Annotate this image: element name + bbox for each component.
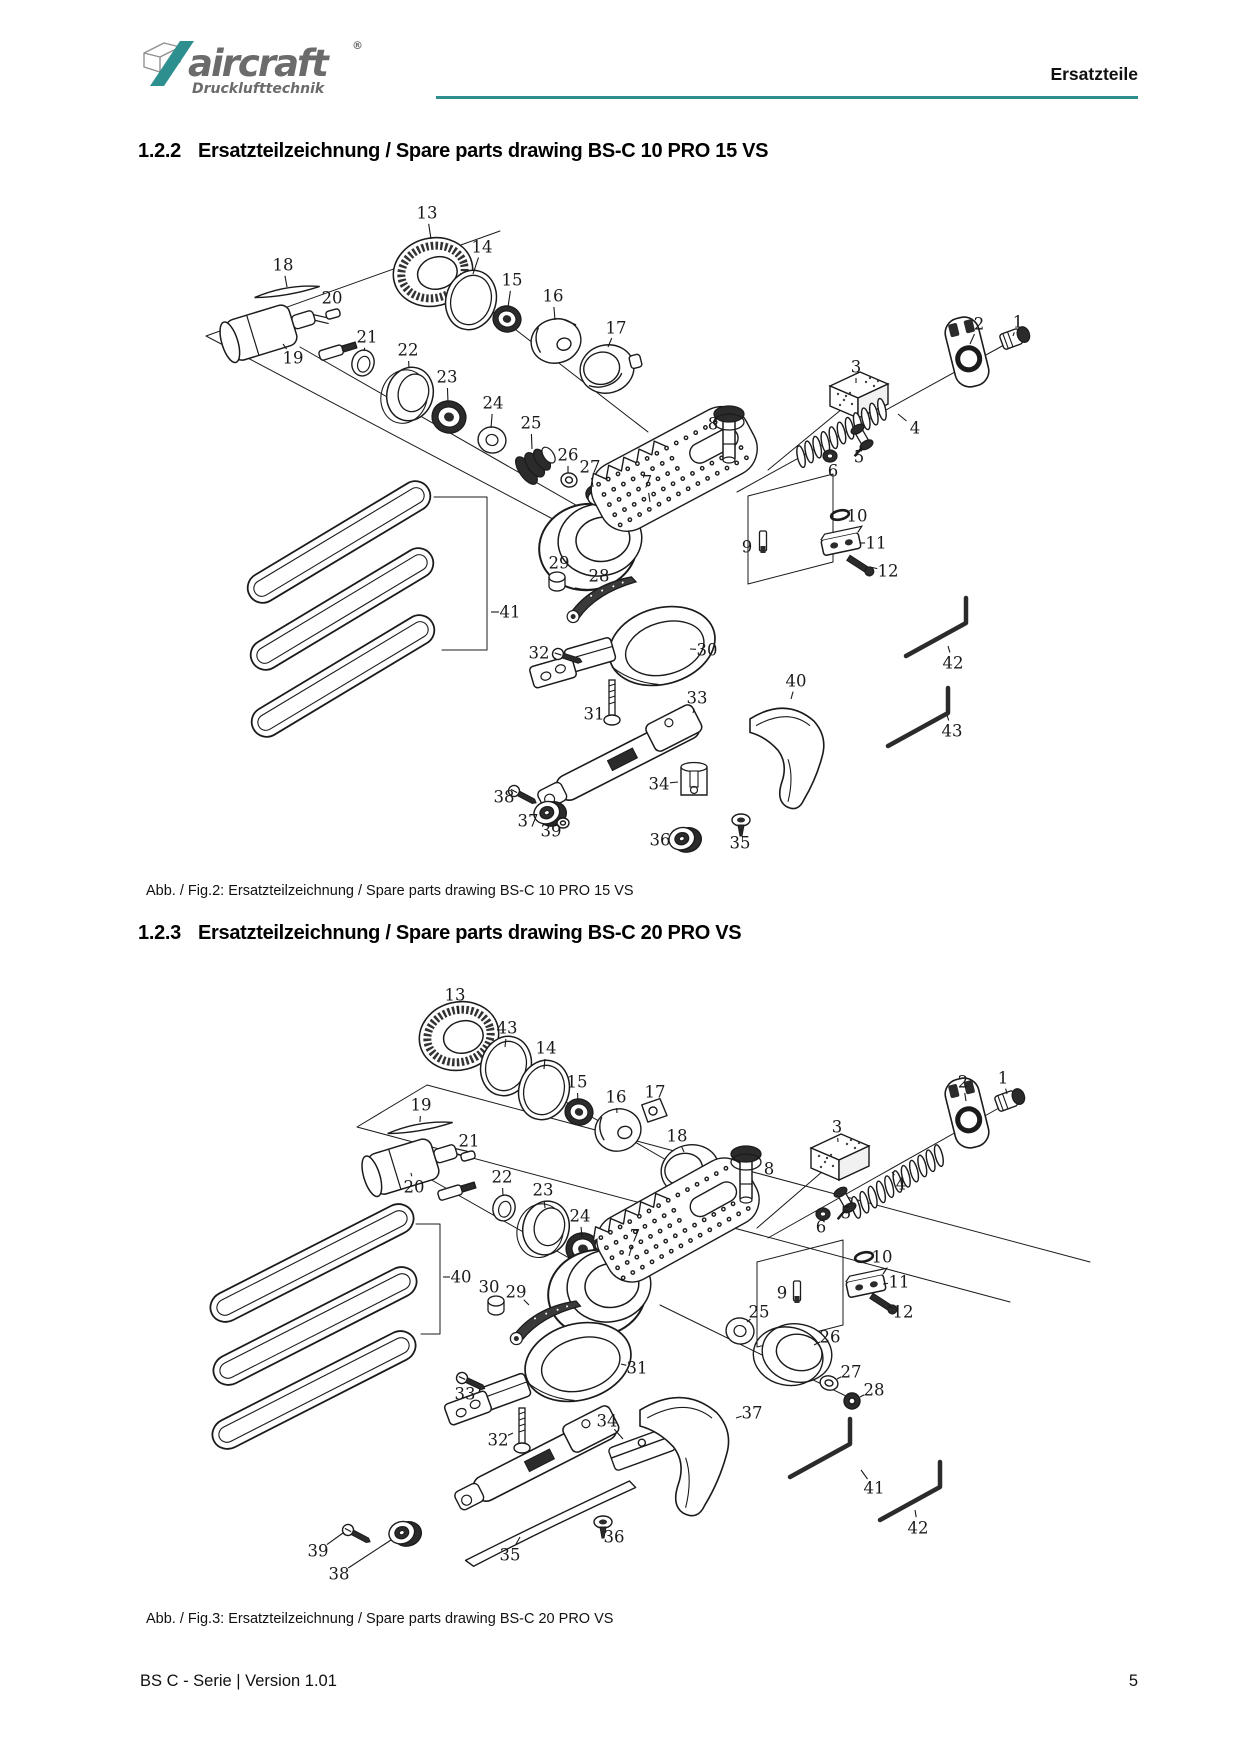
part-number-33: 33 [686,688,708,708]
part-number-19: 19 [410,1095,432,1115]
section-title: Ersatzteilzeichnung / Spare parts drawing BS-C 20 PRO VS [197,922,742,944]
part-number-3: 3 [850,357,862,377]
part-number-35: 35 [499,1545,521,1565]
part-number-13: 13 [416,203,438,223]
part-number-35: 35 [729,833,751,853]
part-number-15: 15 [566,1072,588,1092]
part-number-5: 5 [853,447,865,467]
part-number-17: 17 [605,318,627,338]
part-number-7: 7 [641,472,653,492]
part-number-20: 20 [403,1177,425,1197]
part-number-21: 21 [356,327,378,347]
part-number-17: 17 [644,1082,666,1102]
part-number-15: 15 [501,270,523,290]
part-number-43: 43 [941,721,963,741]
part-number-23: 23 [532,1180,554,1200]
part-leader-39 [327,1533,343,1545]
part-number-7: 7 [629,1226,641,1246]
part-number-2: 2 [957,1072,969,1092]
page-topic: Ersatzteile [1050,64,1138,84]
part-leader-24 [491,414,492,428]
part-number-27: 27 [840,1362,862,1382]
part-number-12: 12 [892,1302,914,1322]
figure-3-caption: Abb. / Fig.3: Ersatzteilzeichnung / Spare parts drawing BS-C 20 PRO VS [146,1611,614,1627]
part-number-4: 4 [909,418,921,438]
part-number-1: 1 [1012,312,1024,332]
part-number-8: 8 [707,414,719,434]
part-number-22: 22 [491,1167,513,1187]
part-number-8: 8 [763,1159,775,1179]
part-number-1: 1 [997,1068,1009,1088]
part-number-31: 31 [583,704,605,724]
part-leader-42 [915,1510,916,1517]
part-number-25: 25 [520,413,542,433]
part-number-40: 40 [450,1267,472,1287]
part-leader-32 [508,1433,513,1435]
part-number-18: 18 [272,255,294,275]
part-leader-38 [348,1540,391,1568]
part-leader-15 [508,291,510,307]
part-leader-16 [554,307,555,320]
part-leader-18 [285,276,287,287]
part-leader-20 [411,1173,412,1176]
footer-document-version: BS C - Serie | Version 1.01 [140,1672,337,1690]
part-number-21: 21 [458,1131,480,1151]
part-number-42: 42 [907,1518,929,1538]
part-number-16: 16 [542,286,564,306]
part-number-33: 33 [454,1384,476,1404]
part-number-9: 9 [741,537,753,557]
part-number-39: 39 [540,821,562,841]
part-number-32: 32 [487,1430,509,1450]
part-number-43: 43 [496,1018,518,1038]
section-number: 1.2.3 [138,922,181,944]
part-number-34: 34 [648,774,670,794]
part-number-30: 30 [696,640,718,660]
part-number-39: 39 [307,1541,329,1561]
part-number-16: 16 [605,1087,627,1107]
part-number-18: 18 [666,1126,688,1146]
part-number-36: 36 [649,830,671,850]
part-number-24: 24 [569,1206,591,1226]
part-leader-23 [544,1201,545,1208]
part-number-14: 14 [471,237,493,257]
part-number-29: 29 [548,553,570,573]
part-number-6: 6 [815,1217,827,1237]
footer-page-number: 5 [1128,1672,1138,1690]
part-number-11: 11 [865,533,887,553]
part-number-38: 38 [493,787,515,807]
part-number-32: 32 [528,643,550,663]
part-number-31: 31 [626,1358,648,1378]
logo-wordmark: aircraft [188,42,327,85]
part-leader-34 [670,782,678,783]
part-number-11: 11 [888,1272,910,1292]
part-number-13: 13 [444,985,466,1005]
part-number-34: 34 [596,1411,618,1431]
part-leader-40 [791,692,793,699]
part-number-28: 28 [588,566,610,586]
part-number-23: 23 [436,367,458,387]
part-number-6: 6 [827,461,839,481]
section-title: Ersatzteilzeichnung / Spare parts drawing BS-C 10 PRO 15 VS [197,140,769,162]
part-number-30: 30 [478,1277,500,1297]
part-number-41: 41 [499,602,521,622]
part-number-38: 38 [328,1564,350,1584]
section-number: 1.2.2 [138,140,181,162]
part-number-37: 37 [517,811,539,831]
part-number-9: 9 [776,1283,788,1303]
part-number-29: 29 [505,1282,527,1302]
part-leader-43 [947,715,949,721]
part-number-40: 40 [785,671,807,691]
part-leader-21 [364,348,365,351]
part-number-2: 2 [973,314,985,334]
part-leader-11 [883,1283,888,1284]
part-number-4: 4 [895,1174,907,1194]
part-number-27: 27 [579,457,601,477]
logo-registered-mark: ® [352,39,363,52]
part-number-19: 19 [282,348,304,368]
part-number-22: 22 [397,340,419,360]
part-number-5: 5 [840,1203,852,1223]
part-number-10: 10 [846,506,868,526]
part-number-10: 10 [871,1247,893,1267]
part-number-25: 25 [748,1302,770,1322]
part-leader-13 [429,224,431,239]
part-number-42: 42 [942,653,964,673]
part-number-36: 36 [603,1527,625,1547]
part-number-41: 41 [863,1478,885,1498]
part-number-3: 3 [831,1117,843,1137]
part-number-26: 26 [557,445,579,465]
part-number-26: 26 [819,1327,841,1347]
part-number-12: 12 [877,561,899,581]
part-leader-42 [948,646,950,652]
part-leader-25 [531,434,532,449]
part-number-20: 20 [321,288,343,308]
part-number-28: 28 [863,1380,885,1400]
part-number-14: 14 [535,1038,557,1058]
part-number-24: 24 [482,393,504,413]
part-leader-4 [898,414,907,421]
part-leader-23 [447,388,448,402]
logo-tagline: Drucklufttechnik [192,81,325,97]
figure-2-caption: Abb. / Fig.2: Ersatzteilzeichnung / Spare parts drawing BS-C 10 PRO 15 VS [146,883,634,899]
part-number-37: 37 [741,1403,763,1423]
